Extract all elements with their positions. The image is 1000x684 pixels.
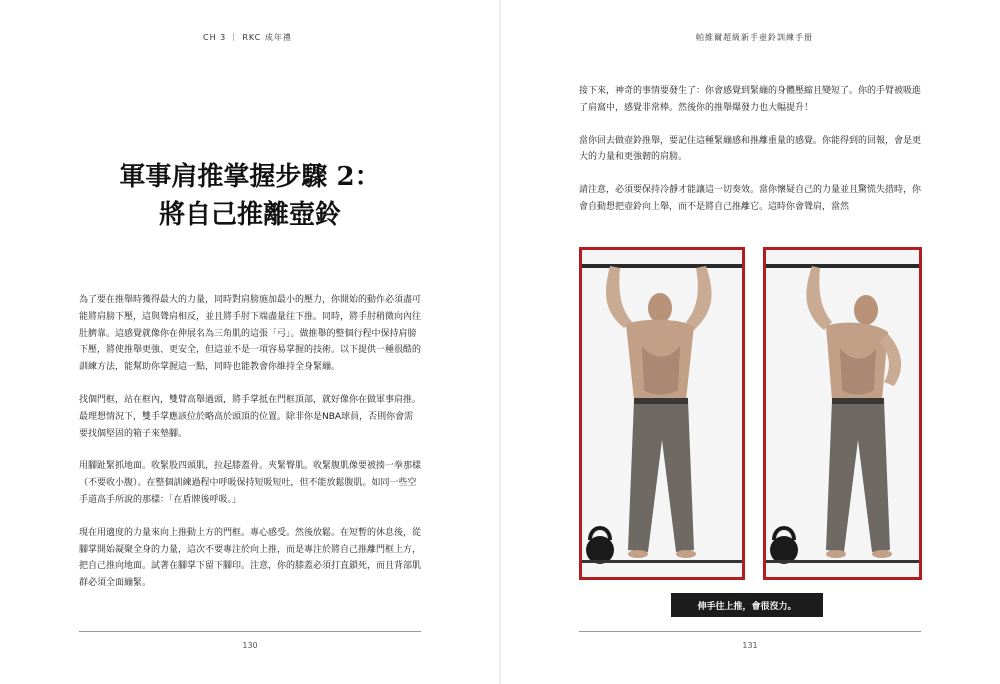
- right-page-number: 131: [742, 641, 758, 650]
- section-title: [80, 158, 420, 234]
- man-pressing-bar-illustration: [582, 250, 742, 577]
- photo-both-arms-press: [579, 247, 745, 580]
- section-title-line-1: 軍事肩推掌握步驟 2：: [119, 162, 381, 192]
- man-one-arm-illustration: [766, 250, 919, 577]
- photo-caption: 伸手往上推，會很沒力。: [671, 593, 823, 617]
- paragraph: 為了要在推舉時獲得最大的力量，同時對肩膀施加最小的壓力，你開始的動作必須盡可能將肩膀下壓，這與聳肩相反，並且將手肘下端盡量往下推。同時，將手肘稍微向內往肚臍靠。這感覺就像你在伸展名為三角肌的這張「弓」。做推舉的整個行程中保持肩膀下壓，將使推舉更強、更安全，但這並不是一項容易掌握的技術。以下提供一種很酷的訓練方法，能幫助你掌握這一點，同時也能教會你維持全身緊繃。: [79, 295, 422, 373]
- right-footer-rule: [579, 631, 921, 632]
- paragraph: 接下來，神奇的事情要發生了：你會感覺到緊繃的身體壓縮且變短了。你的手臂被吸進了肩窩中，感覺非常棒。然後你的推舉爆發力也大幅提升！: [579, 86, 922, 113]
- right-running-head: 帕維爾超級新手壺鈴訓練手冊: [696, 33, 813, 42]
- left-body-text: [79, 292, 421, 608]
- paragraph: 現在用適度的力量來向上推動上方的門框。專心感受。然後放鬆。在短暫的休息後，從腳掌開始凝聚全身的力量，這次不要專注於向上推，而是專注於將自己推離門框上方，把自己推向地面。試著在腳掌下留下腳印。注意，你的膝蓋必須打直鎖死，而且背部肌群必須全面繃緊。: [79, 527, 422, 589]
- section-title-line-2: 將自己推離壺鈴: [158, 200, 341, 230]
- left-page-number: 130: [242, 641, 258, 650]
- left-running-head: CH 3 ｜ RKC 成年禮: [203, 33, 292, 42]
- photo-one-arm-press: [763, 247, 922, 580]
- paragraph: 找個門框，站在框內，雙臂高舉過頭，將手掌抵在門框頂部，就好像你在做軍事肩推。最理想情況下，雙手掌應該位於略高於頭頂的位置。除非你是NBA球員，否則你會需要找個堅固的箱子來墊腳。: [79, 394, 422, 439]
- page-gutter: [499, 0, 501, 684]
- paragraph: 請注意，必須要保持冷靜才能讓這一切奏效。當你懷疑自己的力量並且驚慌失措時，你會自動想把壺鈴向上舉，而不是將自己推離它。這時你會聳肩，當然: [579, 185, 922, 212]
- paragraph: 當你回去做壺鈴推舉，要記住這種緊繃感和推離重量的感覺。你能得到的回報，會是更大的力量和更強韌的肩膀。: [579, 135, 922, 163]
- left-footer-rule: [79, 631, 421, 632]
- paragraph: 用腳趾緊抓地面。收緊股四頭肌，拉起膝蓋骨。夾緊臀肌。收緊腹肌像要被揍一拳那樣（不要收小腹）。在整個訓練過程中呼吸保持短吸短吐，但不能放鬆腹肌。如同一些空手道高手所說的那樣：「在盾牌後呼吸。」: [79, 461, 422, 505]
- right-body-text: [579, 83, 921, 232]
